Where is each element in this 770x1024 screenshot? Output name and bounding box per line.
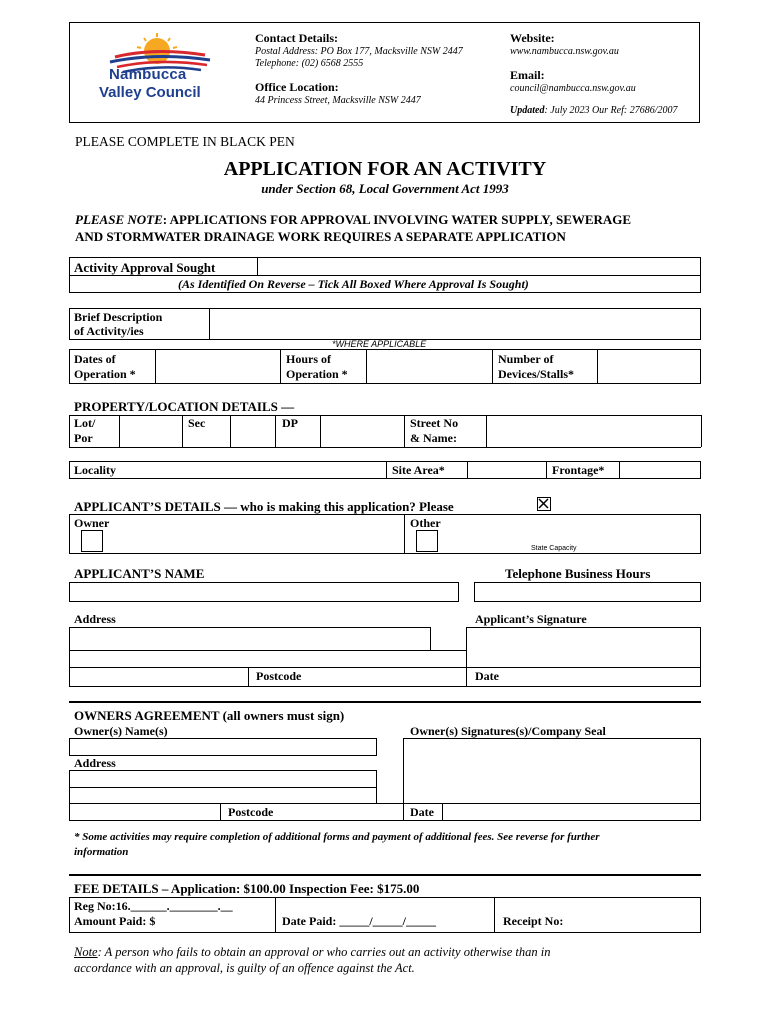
note-line-1 <box>75 212 631 228</box>
applicant-date-input[interactable] <box>520 668 699 686</box>
warning-line-1 <box>74 945 551 960</box>
divider <box>404 514 405 554</box>
locality-input[interactable] <box>160 462 384 478</box>
brief-desc-label-1: Brief Description <box>74 310 163 324</box>
owners-signatures-input[interactable] <box>403 738 701 804</box>
amount-paid: Amount Paid: $ <box>74 914 156 928</box>
divider <box>275 897 276 933</box>
approval-hint: (As Identified On Reverse – Tick All Boxed Where Approval Is Sought) <box>178 277 529 291</box>
divider <box>486 415 487 447</box>
street-label-2: & Name: <box>410 431 457 445</box>
page-subtitle: under Section 68, Local Government Act 1993 <box>261 181 509 196</box>
divider <box>466 667 467 687</box>
divider <box>404 415 405 447</box>
locality-label: Locality <box>74 463 116 477</box>
website-title: Website: <box>510 31 555 45</box>
warning-note-label: Note <box>74 945 98 959</box>
divider <box>494 897 495 933</box>
note-line-2: AND STORMWATER DRAINAGE WORK REQUIRES A SEPARATE APPLICATION <box>75 229 566 244</box>
receipt-no: Receipt No: <box>503 914 564 928</box>
owners-address-line-1[interactable] <box>69 770 377 788</box>
owners-names-input[interactable] <box>69 738 377 756</box>
divider <box>119 415 120 447</box>
owners-signatures-label: Owner(s) Signatures(s)/Company Seal <box>410 724 606 738</box>
date-paid: Date Paid: _____/_____/_____ <box>282 914 436 928</box>
divider <box>386 461 387 479</box>
divider <box>69 415 701 416</box>
divider <box>230 415 231 447</box>
email-link[interactable]: council@nambucca.nsw.gov.au <box>510 83 636 94</box>
divider <box>69 874 701 876</box>
warning-line-2: accordance with an approval, is guilty of an offence against the Act. <box>74 961 415 975</box>
telephone: Telephone: (02) 6568 2555 <box>255 58 364 69</box>
owners-address-label: Address <box>74 756 116 770</box>
page-title: APPLICATION FOR AN ACTIVITY <box>223 158 547 180</box>
divider <box>69 415 70 447</box>
fee-details-title: FEE DETAILS – Application: $100.00 Inspection Fee: $175.00 <box>74 881 420 896</box>
street-label-1: Street No <box>410 416 459 430</box>
other-checkbox[interactable] <box>416 530 438 552</box>
divider <box>209 308 210 340</box>
website-link[interactable]: www.nambucca.nsw.gov.au <box>510 46 619 57</box>
divider <box>597 349 598 384</box>
footnote-line-1: * Some activities may require completion of additional forms and payment of additional fees. See reverse for further <box>74 831 600 843</box>
divider <box>220 803 221 821</box>
site-area-label: Site Area* <box>392 463 445 477</box>
dp-label: DP <box>282 416 298 430</box>
divider <box>280 349 281 384</box>
black-pen-notice: PLEASE COMPLETE IN BLACK PEN <box>75 134 295 149</box>
updated-text: : July 2023 Our Ref: 27686/2007 <box>544 105 678 116</box>
divider <box>69 701 701 703</box>
divider <box>155 349 156 384</box>
frontage-input[interactable] <box>621 462 699 478</box>
divider <box>275 415 276 447</box>
warning-line1-rest: : A person who fails to obtain an approval or who carries out an activity otherwise than in <box>97 945 551 959</box>
sec-input[interactable] <box>232 417 273 445</box>
signature-label: Applicant’s Signature <box>475 612 587 626</box>
divider <box>492 349 493 384</box>
logo-text-line1: Nambucca <box>109 66 187 83</box>
office-address: 44 Princess Street, Macksville NSW 2447 <box>255 95 421 106</box>
divider <box>442 803 443 821</box>
divider <box>248 667 249 687</box>
site-area-input[interactable] <box>469 462 544 478</box>
date-label: Date <box>475 669 499 683</box>
devices-label-1: Number of <box>498 352 554 366</box>
property-title: PROPERTY/LOCATION DETAILS — <box>74 399 295 414</box>
number-of-devices-input[interactable] <box>599 351 699 382</box>
state-capacity-label: State Capacity <box>531 545 577 552</box>
divider <box>69 447 701 448</box>
owner-label: Owner <box>74 516 110 530</box>
hours-of-operation-input[interactable] <box>368 351 490 382</box>
applicant-signature-input[interactable] <box>466 627 701 668</box>
owner-checkbox[interactable] <box>81 530 103 552</box>
sec-label: Sec <box>188 416 206 430</box>
divider <box>701 415 702 447</box>
owners-postcode-input[interactable] <box>300 804 401 820</box>
postcode-input[interactable] <box>330 668 464 686</box>
checked-box-icon <box>537 497 551 511</box>
frontage-label: Frontage* <box>552 463 605 477</box>
owners-names-label: Owner(s) Name(s) <box>74 724 168 738</box>
logo-text-line2: Valley Council <box>99 84 201 101</box>
hours-label-1: Hours of <box>286 352 331 366</box>
council-logo <box>95 33 225 111</box>
lot-input[interactable] <box>121 417 180 445</box>
owners-agreement-title: OWNERS AGREEMENT (all owners must sign) <box>74 708 345 723</box>
applicant-name-label: APPLICANT’S NAME <box>74 566 205 581</box>
divider <box>182 415 183 447</box>
devices-label-2: Devices/Stalls* <box>498 367 574 381</box>
footnote-line-2: information <box>74 846 129 858</box>
reg-no: Reg No:16.______.________.__ <box>74 899 233 913</box>
divider <box>403 803 404 821</box>
address-line-2-input[interactable] <box>69 650 467 668</box>
owners-date-label: Date <box>410 805 434 819</box>
lot-label-2: Por <box>74 431 93 445</box>
email-title: Email: <box>510 68 545 82</box>
note-lead: PLEASE NOTE <box>75 212 163 227</box>
divider <box>619 461 620 479</box>
lot-label-1: Lot/ <box>74 416 96 430</box>
updated-label: Updated <box>510 105 545 116</box>
street-name-input[interactable] <box>488 417 699 445</box>
hours-label-2: Operation * <box>286 367 348 381</box>
where-applicable-note: *WHERE APPLICABLE <box>332 339 427 349</box>
dates-label-1: Dates of <box>74 352 116 366</box>
address-label: Address <box>74 612 116 626</box>
state-capacity-input[interactable] <box>445 530 699 544</box>
dates-of-operation-input[interactable] <box>157 351 278 382</box>
applicant-name-input[interactable] <box>69 582 459 602</box>
brief-desc-label-2: of Activity/ies <box>74 324 144 338</box>
note-line1-rest: : APPLICATIONS FOR APPROVAL INVOLVING WATER SUPPLY, SEWERAGE <box>162 212 632 227</box>
applicant-details-title: APPLICANT’S DETAILS — who is making this application? Please <box>74 499 454 514</box>
office-title: Office Location: <box>255 80 339 94</box>
telephone-label: Telephone Business Hours <box>505 566 651 581</box>
approval-sought-label: Activity Approval Sought <box>74 260 216 275</box>
divider <box>366 349 367 384</box>
brief-description-input[interactable] <box>212 310 699 338</box>
divider <box>546 461 547 479</box>
postal-address: Postal Address: PO Box 177, Macksville NSW 2447 <box>255 46 463 57</box>
postcode-label: Postcode <box>256 669 302 683</box>
dates-label-2: Operation * <box>74 367 136 381</box>
divider <box>320 415 321 447</box>
owners-address-line-2[interactable] <box>69 787 377 804</box>
telephone-input[interactable] <box>474 582 701 602</box>
divider <box>257 257 258 275</box>
owners-date-input[interactable] <box>444 804 699 820</box>
owners-postcode-label: Postcode <box>228 805 274 819</box>
updated-line <box>510 105 678 116</box>
other-label: Other <box>410 516 441 530</box>
address-line-1-input[interactable] <box>69 627 431 651</box>
divider <box>467 461 468 479</box>
contact-title: Contact Details: <box>255 31 338 45</box>
dp-input[interactable] <box>322 417 402 445</box>
